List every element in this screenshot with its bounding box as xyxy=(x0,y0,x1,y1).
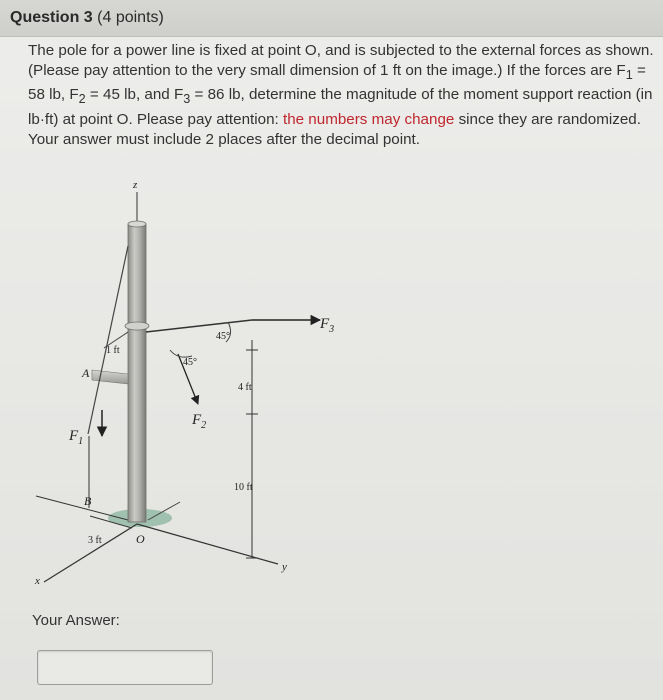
f2-sub: 2 xyxy=(201,420,207,431)
angle-top-label: 45° xyxy=(216,331,230,342)
randomized-warning: the numbers may change xyxy=(282,111,455,129)
f1-value: = 58 lb, F xyxy=(28,61,646,104)
question-points: (4 points) xyxy=(97,9,164,26)
f3-value: = 86 lb, determine the magnitude of the moment support reaction (in lb·ft) at point O. Please pay attention: xyxy=(28,86,653,129)
pole-diagram xyxy=(20,172,380,602)
f1-sub: 1 xyxy=(78,436,84,447)
cross-arm-a xyxy=(92,370,128,384)
pole-top xyxy=(128,221,146,227)
pole-collar xyxy=(125,322,149,330)
f3-label xyxy=(319,316,334,335)
f1-subscript: 1 xyxy=(625,67,633,82)
f2-value: = 45 lb, and F xyxy=(85,86,184,104)
x-axis-label: x xyxy=(35,575,40,587)
point-o-label: O xyxy=(136,532,145,546)
guy-wire xyxy=(88,246,128,434)
f1-label xyxy=(68,428,83,447)
f3-arm xyxy=(146,320,252,332)
f2-letter: F xyxy=(192,412,202,428)
question-header xyxy=(0,0,663,37)
x-axis xyxy=(44,524,137,582)
point-a-label: A xyxy=(82,366,90,380)
y-axis-label: y xyxy=(282,561,287,573)
point-b-label: B xyxy=(84,494,92,508)
dim-10ft-label: 10 ft xyxy=(234,482,253,493)
dim-1ft-label: 1 ft xyxy=(106,345,120,356)
pole xyxy=(128,224,146,522)
answer-input[interactable] xyxy=(37,650,213,685)
dim-4ft-label: 4 ft xyxy=(238,382,252,393)
f1-letter: F xyxy=(69,428,79,444)
angle-bottom-label: 45° xyxy=(183,357,197,368)
question-number: Question 3 xyxy=(10,9,93,26)
answer-label: Your Answer: xyxy=(32,612,120,629)
f2-subscript: 2 xyxy=(78,92,86,107)
f3-subscript: 3 xyxy=(183,92,191,107)
f3-sub: 3 xyxy=(329,324,335,335)
dim-3ft-label: 3 ft xyxy=(88,535,102,546)
question-title xyxy=(10,9,164,27)
question-text xyxy=(28,41,658,150)
question-text-part1: The pole for a power line is fixed at point O, and is subjected to the external forces as shown. (Please pay attention to the very small dimension of 1 ft on the image.) If the forces are F xyxy=(28,42,654,79)
f2-label xyxy=(191,412,206,431)
z-axis-label: z xyxy=(133,179,138,191)
question-text-part2: since they are randomized. Your answer must include 2 places after the decimal point. xyxy=(28,111,641,148)
f3-letter: F xyxy=(320,316,330,332)
